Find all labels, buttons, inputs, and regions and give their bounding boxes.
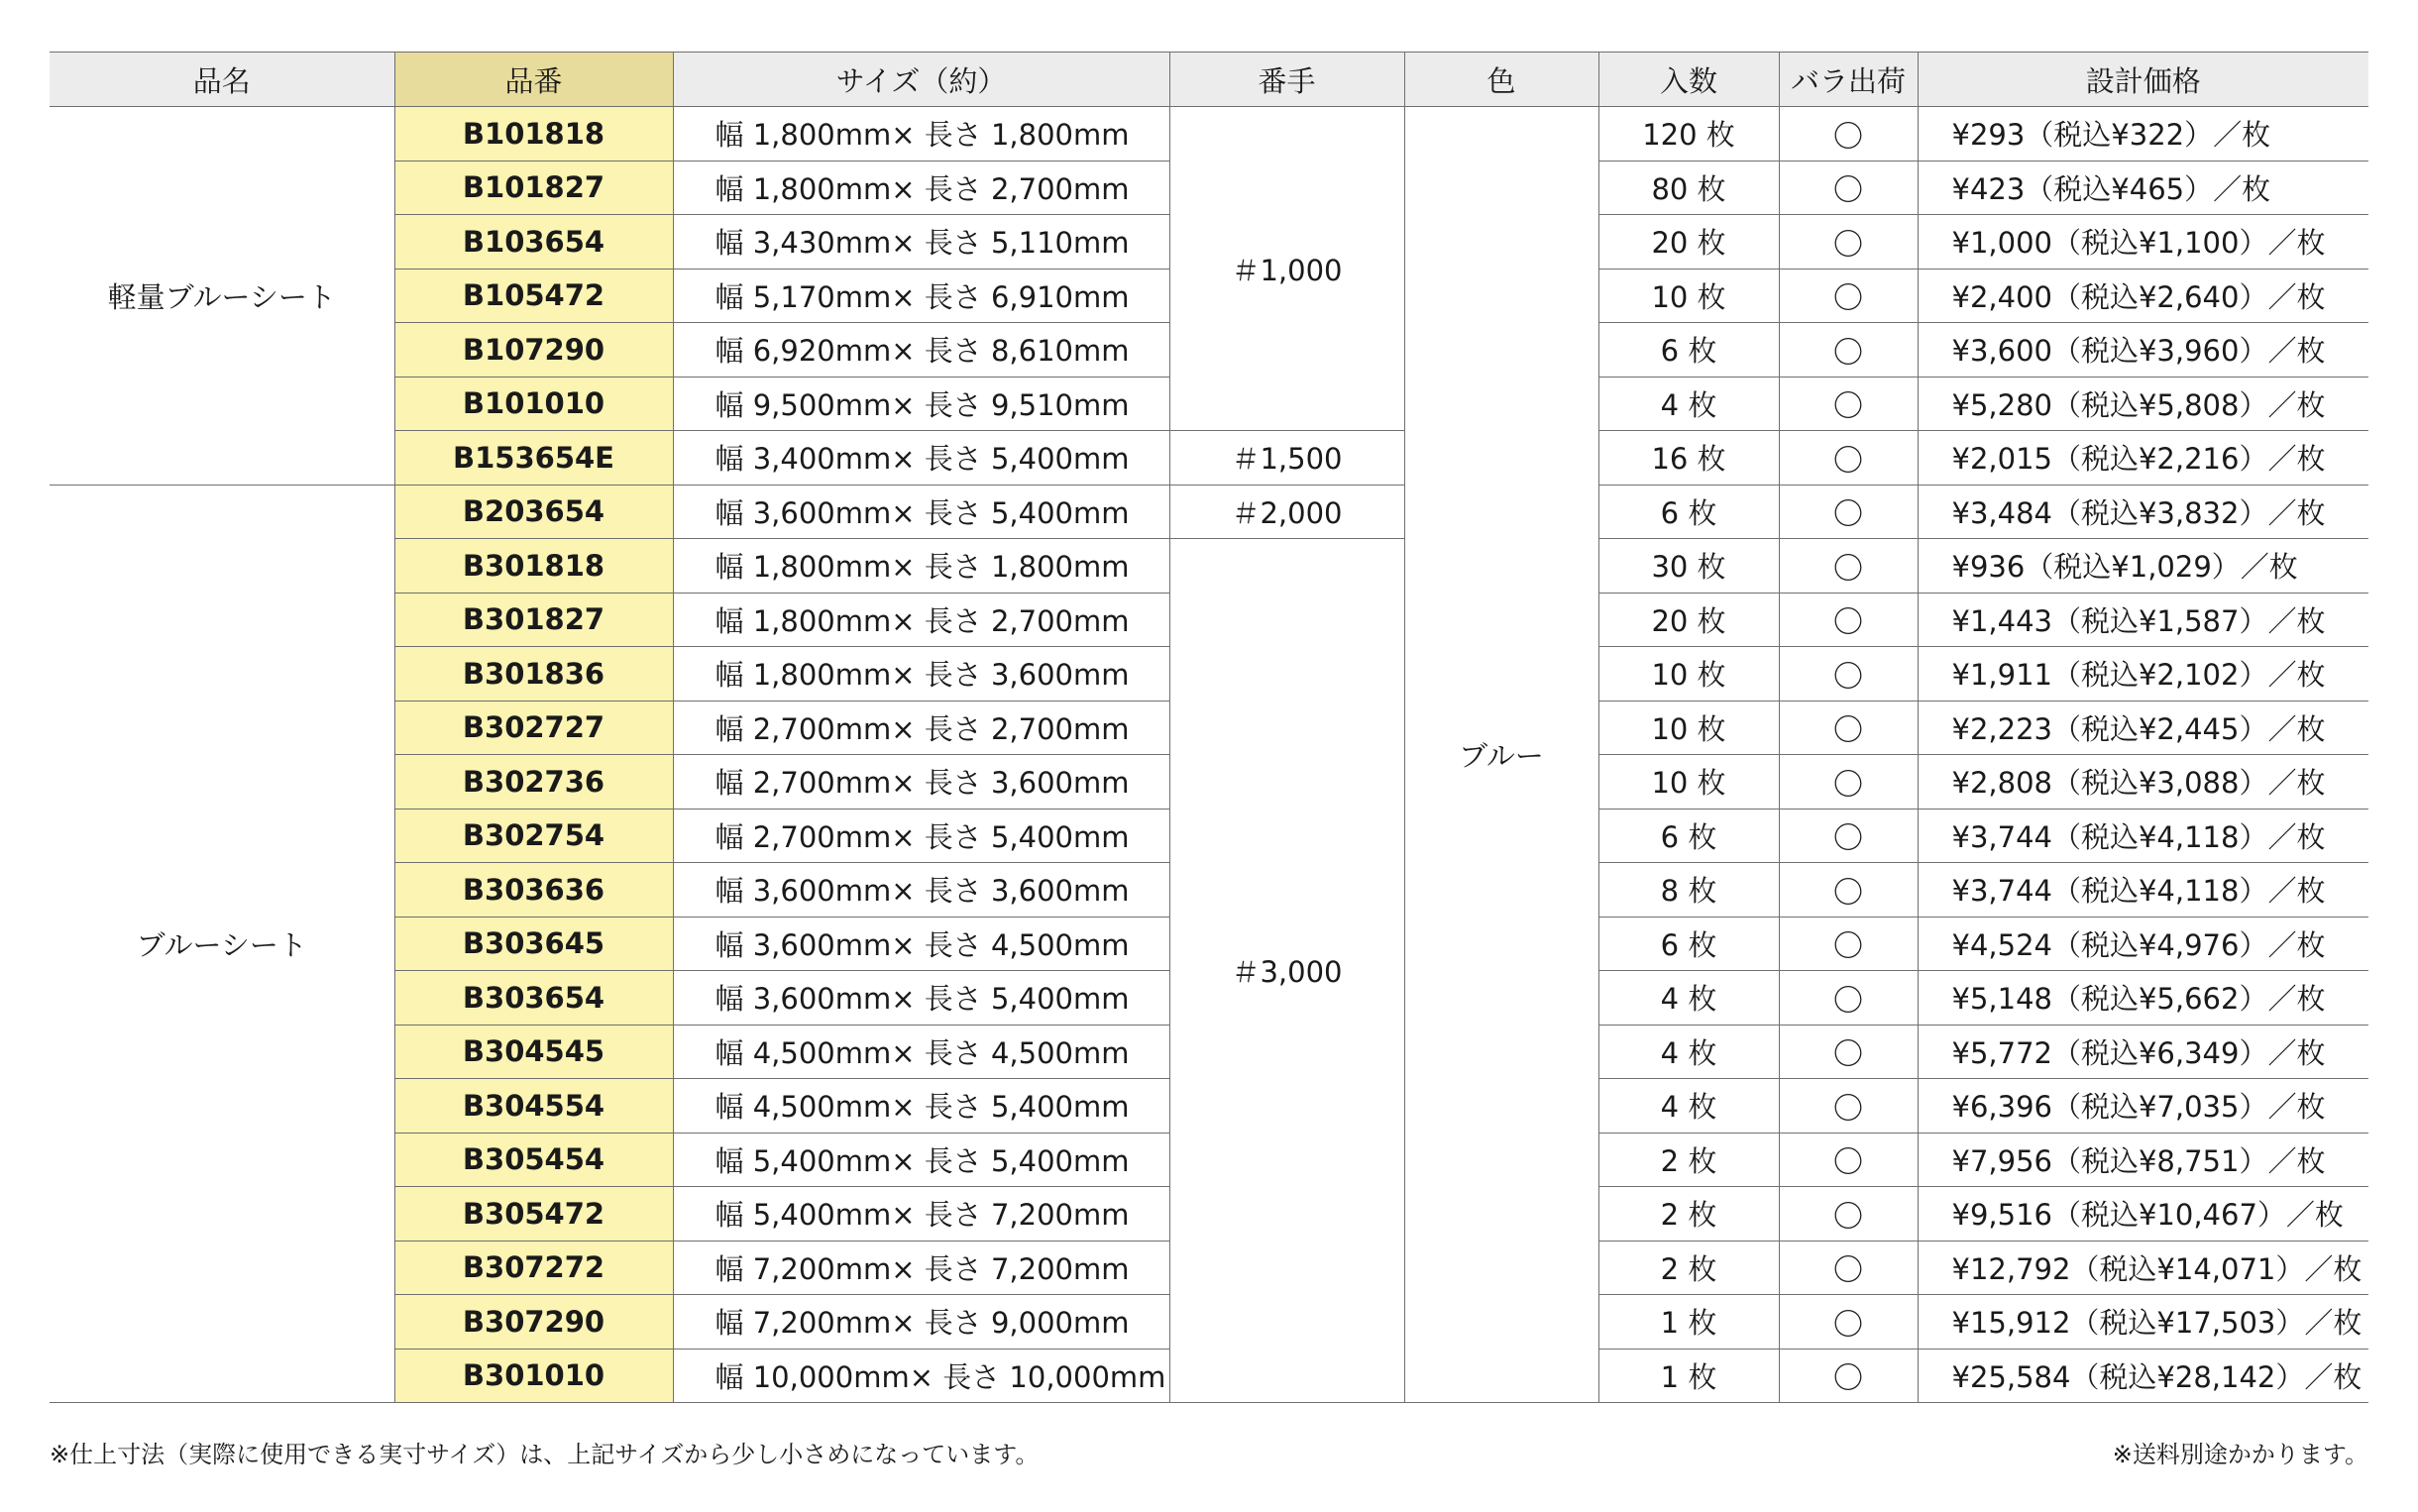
qty-cell: 16 枚	[1598, 431, 1779, 486]
loose-ship-mark: 〇	[1779, 1241, 1918, 1295]
loose-ship-mark: 〇	[1779, 1025, 1918, 1079]
product-table	[50, 52, 2368, 1403]
qty-cell: 120 枚	[1598, 107, 1779, 162]
price-cell: ¥1,000（税込¥1,100）／枚	[1918, 215, 2368, 270]
header-size: サイズ（約）	[673, 53, 1169, 107]
size-cell: 幅 3,430mm× 長さ 5,110mm	[673, 215, 1169, 270]
loose-ship-mark: 〇	[1779, 1079, 1918, 1134]
price-cell: ¥4,524（税込¥4,976）／枚	[1918, 917, 2368, 971]
table-row	[50, 485, 2368, 539]
qty-cell: 4 枚	[1598, 1079, 1779, 1134]
qty-cell: 10 枚	[1598, 269, 1779, 323]
price-cell: ¥25,584（税込¥28,142）／枚	[1918, 1349, 2368, 1403]
qty-cell: 4 枚	[1598, 971, 1779, 1026]
loose-ship-mark: 〇	[1779, 269, 1918, 323]
product-code: B305454	[394, 1133, 673, 1187]
color-cell: ブルー	[1404, 107, 1598, 1403]
size-cell: 幅 2,700mm× 長さ 3,600mm	[673, 755, 1169, 810]
price-cell: ¥293（税込¥322）／枚	[1918, 107, 2368, 162]
price-cell: ¥5,280（税込¥5,808）／枚	[1918, 377, 2368, 431]
header-loose-ship: バラ出荷	[1779, 53, 1918, 107]
header-name: 品名	[50, 53, 394, 107]
size-cell: 幅 1,800mm× 長さ 1,800mm	[673, 539, 1169, 594]
header-code: 品番	[394, 53, 673, 107]
price-cell: ¥5,148（税込¥5,662）／枚	[1918, 971, 2368, 1026]
product-code: B304554	[394, 1079, 673, 1134]
loose-ship-mark: 〇	[1779, 755, 1918, 810]
product-code: B307290	[394, 1295, 673, 1350]
qty-cell: 1 枚	[1598, 1349, 1779, 1403]
size-cell: 幅 5,170mm× 長さ 6,910mm	[673, 269, 1169, 323]
header-qty: 入数	[1598, 53, 1779, 107]
price-cell: ¥2,400（税込¥2,640）／枚	[1918, 269, 2368, 323]
size-cell: 幅 1,800mm× 長さ 2,700mm	[673, 161, 1169, 215]
qty-cell: 10 枚	[1598, 701, 1779, 755]
loose-ship-mark: 〇	[1779, 917, 1918, 971]
footnote-shipping: ※送料別途かかります。	[2112, 1441, 2368, 1468]
header-price: 設計価格	[1918, 53, 2368, 107]
header-color: 色	[1404, 53, 1598, 107]
price-cell: ¥6,396（税込¥7,035）／枚	[1918, 1079, 2368, 1134]
price-cell: ¥2,223（税込¥2,445）／枚	[1918, 701, 2368, 755]
loose-ship-mark: 〇	[1779, 1187, 1918, 1242]
product-code: B107290	[394, 323, 673, 378]
table-row	[50, 431, 2368, 486]
loose-ship-mark: 〇	[1779, 539, 1918, 594]
price-cell: ¥2,015（税込¥2,216）／枚	[1918, 431, 2368, 486]
qty-cell: 20 枚	[1598, 215, 1779, 270]
product-code: B305472	[394, 1187, 673, 1242]
size-cell: 幅 10,000mm× 長さ 10,000mm	[673, 1349, 1169, 1403]
product-code: B301818	[394, 539, 673, 594]
product-code: B302754	[394, 809, 673, 863]
price-cell: ¥3,600（税込¥3,960）／枚	[1918, 323, 2368, 378]
loose-ship-mark: 〇	[1779, 431, 1918, 486]
product-name-blue-sheet: ブルーシート	[50, 485, 394, 1403]
qty-cell: 20 枚	[1598, 593, 1779, 647]
size-cell: 幅 3,400mm× 長さ 5,400mm	[673, 431, 1169, 486]
size-cell: 幅 3,600mm× 長さ 5,400mm	[673, 971, 1169, 1026]
loose-ship-mark: 〇	[1779, 215, 1918, 270]
price-cell: ¥3,744（税込¥4,118）／枚	[1918, 809, 2368, 863]
price-cell: ¥9,516（税込¥10,467）／枚	[1918, 1187, 2368, 1242]
size-cell: 幅 7,200mm× 長さ 7,200mm	[673, 1241, 1169, 1295]
qty-cell: 8 枚	[1598, 863, 1779, 918]
price-cell: ¥1,911（税込¥2,102）／枚	[1918, 647, 2368, 702]
qty-cell: 2 枚	[1598, 1187, 1779, 1242]
size-cell: 幅 1,800mm× 長さ 3,600mm	[673, 647, 1169, 702]
product-code: B303654	[394, 971, 673, 1026]
qty-cell: 2 枚	[1598, 1241, 1779, 1295]
product-code: B101818	[394, 107, 673, 162]
loose-ship-mark: 〇	[1779, 971, 1918, 1026]
product-code: B302727	[394, 701, 673, 755]
size-cell: 幅 1,800mm× 長さ 2,700mm	[673, 593, 1169, 647]
count-no-1500: ＃1,500	[1169, 431, 1404, 486]
product-code: B303645	[394, 917, 673, 971]
loose-ship-mark: 〇	[1779, 647, 1918, 702]
product-code: B304545	[394, 1025, 673, 1079]
price-cell: ¥7,956（税込¥8,751）／枚	[1918, 1133, 2368, 1187]
loose-ship-mark: 〇	[1779, 485, 1918, 539]
qty-cell: 2 枚	[1598, 1133, 1779, 1187]
product-code: B203654	[394, 485, 673, 539]
qty-cell: 10 枚	[1598, 647, 1779, 702]
size-cell: 幅 5,400mm× 長さ 5,400mm	[673, 1133, 1169, 1187]
table-header-row	[50, 53, 2368, 107]
size-cell: 幅 3,600mm× 長さ 3,600mm	[673, 863, 1169, 918]
size-cell: 幅 6,920mm× 長さ 8,610mm	[673, 323, 1169, 378]
qty-cell: 80 枚	[1598, 161, 1779, 215]
product-code: B302736	[394, 755, 673, 810]
qty-cell: 4 枚	[1598, 377, 1779, 431]
loose-ship-mark: 〇	[1779, 107, 1918, 162]
qty-cell: 4 枚	[1598, 1025, 1779, 1079]
price-cell: ¥3,484（税込¥3,832）／枚	[1918, 485, 2368, 539]
size-cell: 幅 7,200mm× 長さ 9,000mm	[673, 1295, 1169, 1350]
size-cell: 幅 4,500mm× 長さ 5,400mm	[673, 1079, 1169, 1134]
size-cell: 幅 4,500mm× 長さ 4,500mm	[673, 1025, 1169, 1079]
product-code: B101827	[394, 161, 673, 215]
product-code: B153654E	[394, 431, 673, 486]
count-no-2000: ＃2,000	[1169, 485, 1404, 539]
count-no-1000: ＃1,000	[1169, 107, 1404, 431]
size-cell: 幅 2,700mm× 長さ 5,400mm	[673, 809, 1169, 863]
loose-ship-mark: 〇	[1779, 701, 1918, 755]
qty-cell: 6 枚	[1598, 485, 1779, 539]
qty-cell: 30 枚	[1598, 539, 1779, 594]
loose-ship-mark: 〇	[1779, 809, 1918, 863]
size-cell: 幅 1,800mm× 長さ 1,800mm	[673, 107, 1169, 162]
product-code: B301010	[394, 1349, 673, 1403]
header-count-no: 番手	[1169, 53, 1404, 107]
qty-cell: 6 枚	[1598, 809, 1779, 863]
price-cell: ¥1,443（税込¥1,587）／枚	[1918, 593, 2368, 647]
footnote-actual-size: ※仕上寸法（実際に使用できる実寸サイズ）は、上記サイズから少し小さめになっています。	[50, 1441, 1040, 1468]
loose-ship-mark: 〇	[1779, 1133, 1918, 1187]
table-row	[50, 107, 2368, 162]
table-row	[50, 539, 2368, 594]
price-cell: ¥936（税込¥1,029）／枚	[1918, 539, 2368, 594]
loose-ship-mark: 〇	[1779, 1295, 1918, 1350]
product-code: B303636	[394, 863, 673, 918]
loose-ship-mark: 〇	[1779, 161, 1918, 215]
product-code: B301836	[394, 647, 673, 702]
product-code: B105472	[394, 269, 673, 323]
product-name-light-blue-sheet: 軽量ブルーシート	[50, 107, 394, 486]
count-no-3000: ＃3,000	[1169, 539, 1404, 1403]
price-cell: ¥2,808（税込¥3,088）／枚	[1918, 755, 2368, 810]
product-code: B301827	[394, 593, 673, 647]
qty-cell: 6 枚	[1598, 917, 1779, 971]
size-cell: 幅 3,600mm× 長さ 4,500mm	[673, 917, 1169, 971]
qty-cell: 10 枚	[1598, 755, 1779, 810]
price-cell: ¥3,744（税込¥4,118）／枚	[1918, 863, 2368, 918]
loose-ship-mark: 〇	[1779, 1349, 1918, 1403]
price-cell: ¥12,792（税込¥14,071）／枚	[1918, 1241, 2368, 1295]
loose-ship-mark: 〇	[1779, 593, 1918, 647]
size-cell: 幅 9,500mm× 長さ 9,510mm	[673, 377, 1169, 431]
size-cell: 幅 3,600mm× 長さ 5,400mm	[673, 485, 1169, 539]
price-cell: ¥423（税込¥465）／枚	[1918, 161, 2368, 215]
size-cell: 幅 2,700mm× 長さ 2,700mm	[673, 701, 1169, 755]
loose-ship-mark: 〇	[1779, 863, 1918, 918]
qty-cell: 1 枚	[1598, 1295, 1779, 1350]
price-cell: ¥15,912（税込¥17,503）／枚	[1918, 1295, 2368, 1350]
product-code: B307272	[394, 1241, 673, 1295]
size-cell: 幅 5,400mm× 長さ 7,200mm	[673, 1187, 1169, 1242]
product-code: B103654	[394, 215, 673, 270]
qty-cell: 6 枚	[1598, 323, 1779, 378]
loose-ship-mark: 〇	[1779, 377, 1918, 431]
loose-ship-mark: 〇	[1779, 323, 1918, 378]
product-code: B101010	[394, 377, 673, 431]
price-cell: ¥5,772（税込¥6,349）／枚	[1918, 1025, 2368, 1079]
